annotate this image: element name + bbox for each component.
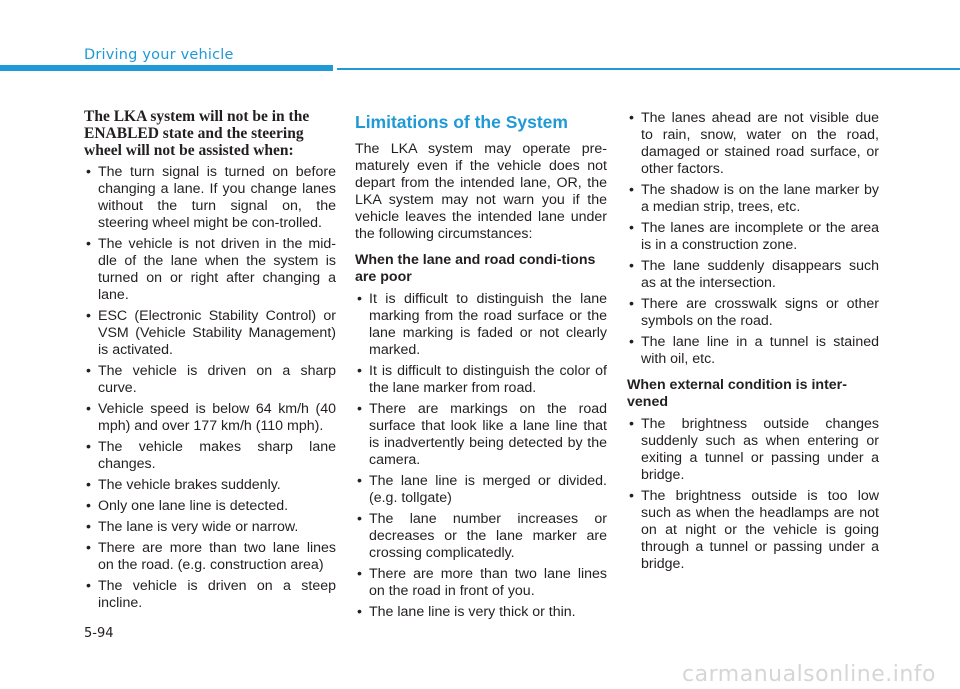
list-item: • The lane number increases or decreases or the lane marker are crossing complicatedly.	[355, 511, 607, 562]
list-item: • ESC (Electronic Stability Control) or VSM (Vehicle Stability Management) is activated.	[84, 308, 336, 359]
list-item: • It is difficult to distinguish the lane marking from the road surface or the lane marking is faded or not clearly marked.	[355, 291, 607, 359]
header-bar-thick	[0, 65, 333, 71]
list-item: • The lane suddenly disappears such as at the intersection.	[627, 258, 879, 292]
list-item: • The vehicle brakes suddenly.	[84, 477, 336, 494]
header-bar-thin	[337, 68, 960, 70]
list-item: • There are more than two lane lines on the road. (e.g. construction area)	[84, 540, 336, 574]
external-condition-list	[627, 416, 879, 573]
limitations-heading: Limitations of the System	[355, 112, 568, 132]
list-item: • The lane is very wide or narrow.	[84, 519, 336, 536]
list-item: • The brightness outside is too low such as when the headlamps are not on at night or the vehicle is going through a tunnel or passing under a bridge.	[627, 488, 879, 573]
column-2	[355, 112, 607, 625]
list-item: • The vehicle makes sharp lane changes.	[84, 439, 336, 473]
list-item: • The vehicle is not driven in the mid-dle of the lane when the system is turned on or right after changing a lane.	[84, 236, 336, 304]
list-item: • The lane line is very thick or thin.	[355, 604, 607, 621]
poor-conditions-list	[355, 291, 607, 621]
list-item: • The shadow is on the lane marker by a median strip, trees, etc.	[627, 182, 879, 216]
limitations-intro: The LKA system may operate pre-maturely even if the vehicle does not depart from the intended lane, OR, the LKA system may not warn you if the vehicle leaves the intended lane under the following circumstances:	[355, 141, 607, 242]
list-item: • The vehicle is driven on a sharp curve.	[84, 363, 336, 397]
lka-not-enabled-heading: The LKA system will not be in the ENABLED state and the steering wheel will not be assisted when:	[84, 108, 310, 159]
list-item: • The lanes ahead are not visible due to rain, snow, water on the road, damaged or stained road surface, or other factors.	[627, 110, 879, 178]
external-condition-subheading: When external condition is inter-vened	[627, 377, 847, 410]
poor-conditions-subheading: When the lane and road condi-tions are poor	[355, 252, 596, 285]
list-item: • Only one lane line is detected.	[84, 498, 336, 515]
column-3	[627, 110, 879, 577]
list-item: • It is difficult to distinguish the color of the lane marker from road.	[355, 363, 607, 397]
lka-not-enabled-list	[84, 164, 336, 612]
watermark: carmanualsonline.info	[682, 662, 936, 687]
page-number: 5-94	[84, 626, 114, 641]
list-item: • There are more than two lane lines on the road in front of you.	[355, 566, 607, 600]
list-item: • The lane line is merged or divided. (e.g. tollgate)	[355, 473, 607, 507]
poor-conditions-list-continued	[627, 110, 879, 368]
list-item: • The turn signal is turned on before changing a lane. If you change lanes without the turn signal on, the steering wheel might be con-trolled.	[84, 164, 336, 232]
list-item: • The vehicle is driven on a steep incline.	[84, 578, 336, 612]
section-title: Driving your vehicle	[84, 47, 234, 63]
list-item: • The lanes are incomplete or the area is in a construction zone.	[627, 220, 879, 254]
list-item: • The lane line in a tunnel is stained with oil, etc.	[627, 334, 879, 368]
list-item: • There are markings on the road surface that look like a lane line that is inadvertently being detected by the camera.	[355, 401, 607, 469]
list-item: • The brightness outside changes suddenly such as when entering or exiting a tunnel or passing under a bridge.	[627, 416, 879, 484]
page-header	[0, 0, 960, 80]
list-item: • There are crosswalk signs or other symbols on the road.	[627, 296, 879, 330]
list-item: • Vehicle speed is below 64 km/h (40 mph) and over 177 km/h (110 mph).	[84, 401, 336, 435]
column-1	[84, 108, 336, 616]
